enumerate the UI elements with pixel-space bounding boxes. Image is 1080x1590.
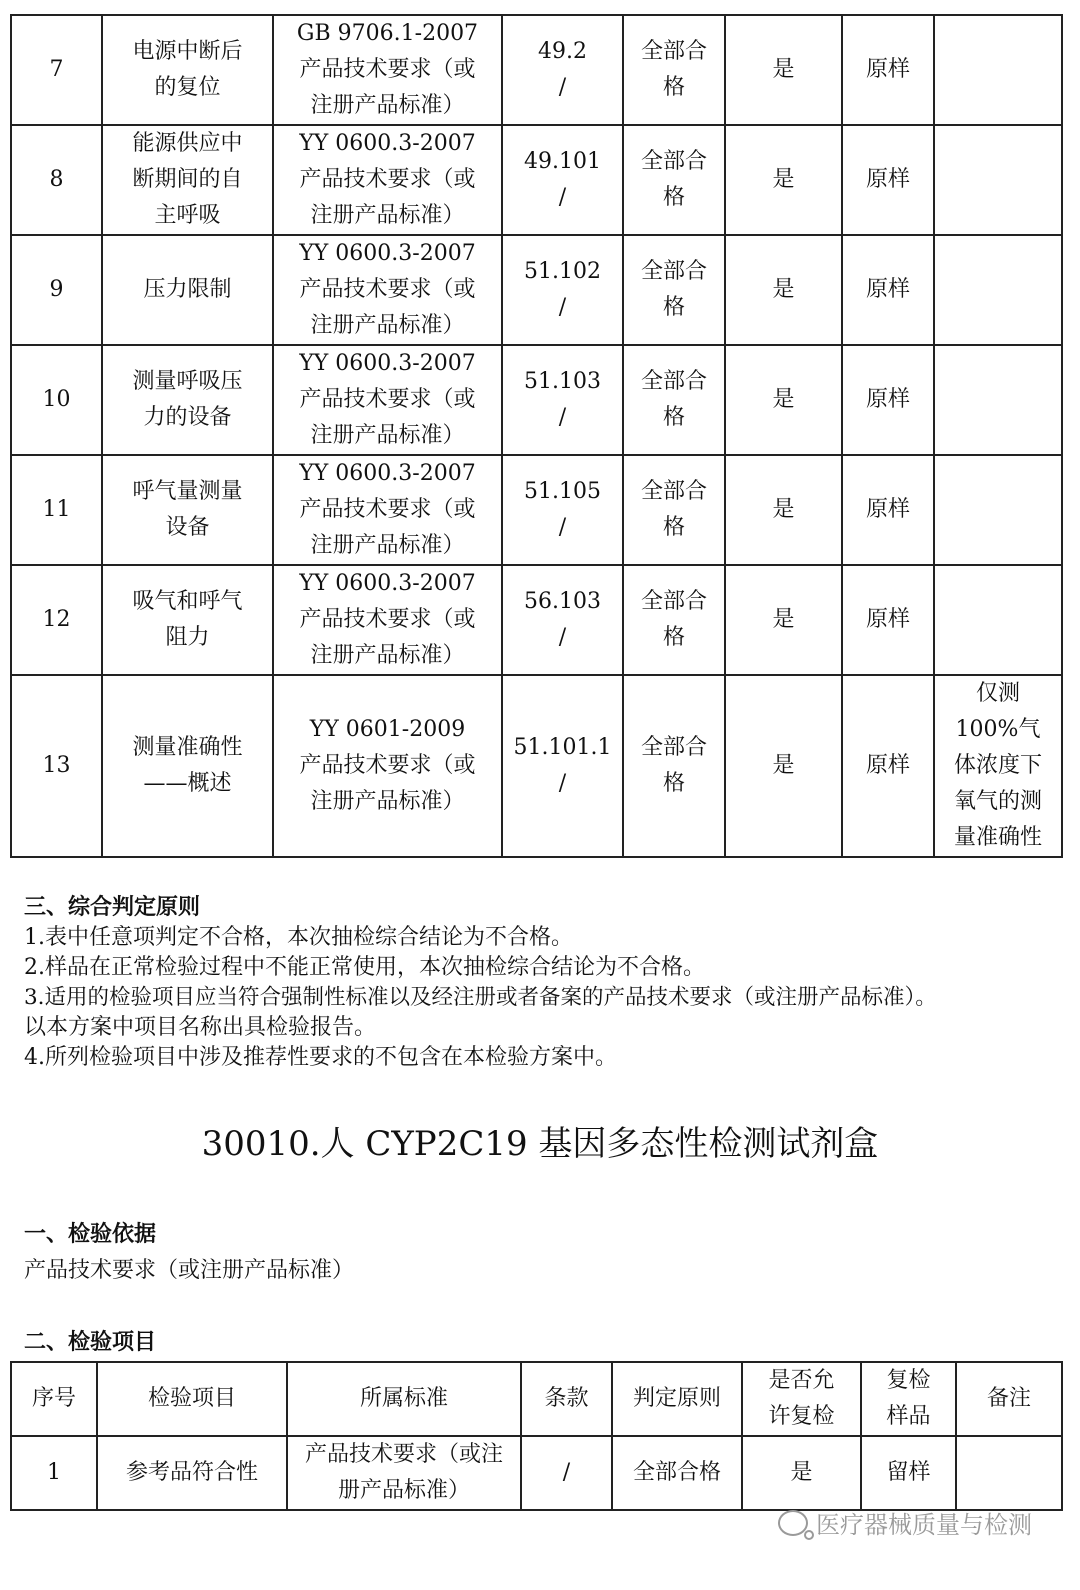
cell-sample: 留样 [861,1436,956,1510]
cell-rule: 全部合格 [612,1436,742,1510]
header-clause: 条款 [521,1362,612,1436]
cell-note [934,455,1062,565]
table-row [11,125,1062,235]
cell-rule: 全部合 格 [623,455,725,565]
cell-item: 参考品符合性 [97,1436,287,1510]
cell-item: 呼气量测量 设备 [102,455,273,565]
cell-note [934,235,1062,345]
cell-note [934,345,1062,455]
cell-retest: 是 [725,675,842,857]
section3-heading: 三、综合判定原则 [24,895,201,920]
wechat-icon [778,1510,808,1536]
cell-item: 电源中断后 的复位 [102,15,273,125]
cell-rule: 全部合 格 [623,15,725,125]
cell-retest: 是 [725,455,842,565]
cell-clause: / [521,1436,612,1510]
cell-clause: 51.102 / [502,235,623,345]
cell-standard: 产品技术要求（或注 册产品标准） [287,1436,521,1510]
table-row [11,675,1062,857]
cell-rule: 全部合 格 [623,565,725,675]
cell-rule: 全部合 格 [623,235,725,345]
cell-item: 吸气和呼气 阻力 [102,565,273,675]
section1-text: 产品技术要求（或注册产品标准） [24,1258,355,1283]
cell-standard: YY 0601-2009 产品技术要求（或 注册产品标准） [273,675,502,857]
cell-no: 9 [11,235,102,345]
header-note: 备注 [956,1362,1062,1436]
inspection-table-2 [10,1361,1063,1511]
cell-item: 测量呼吸压 力的设备 [102,345,273,455]
cell-no: 1 [11,1436,97,1510]
cell-rule: 全部合 格 [623,675,725,857]
header-retest: 是否允 许复检 [742,1362,861,1436]
cell-no: 8 [11,125,102,235]
cell-standard: YY 0600.3-2007 产品技术要求（或 注册产品标准） [273,455,502,565]
cell-sample: 原样 [842,15,934,125]
section1-heading: 一、检验依据 [24,1222,157,1247]
section3-line-2: 2.样品在正常检验过程中不能正常使用，本次抽检综合结论为不合格。 [24,955,705,980]
cell-sample: 原样 [842,675,934,857]
cell-retest: 是 [742,1436,861,1510]
section3-line-4: 以本方案中项目名称出具检验报告。 [24,1015,377,1040]
cell-clause: 49.101 / [502,125,623,235]
cell-sample: 原样 [842,455,934,565]
cell-rule: 全部合 格 [623,125,725,235]
cell-note [956,1436,1062,1510]
header-rule: 判定原则 [612,1362,742,1436]
inspection-table-1 [10,14,1063,858]
header-item: 检验项目 [97,1362,287,1436]
cell-clause: 49.2 / [502,15,623,125]
table-row [11,235,1062,345]
cell-note [934,565,1062,675]
cell-no: 12 [11,565,102,675]
cell-note [934,125,1062,235]
cell-clause: 51.103 / [502,345,623,455]
cell-retest: 是 [725,15,842,125]
cell-clause: 56.103 / [502,565,623,675]
section3-line-3: 3.适用的检验项目应当符合强制性标准以及经注册或者备案的产品技术要求（或注册产品标准）。 [24,985,937,1010]
cell-standard: YY 0600.3-2007 产品技术要求（或 注册产品标准） [273,125,502,235]
watermark [778,1505,1032,1540]
cell-retest: 是 [725,345,842,455]
table2-header-row [11,1362,1062,1436]
cell-item: 压力限制 [102,235,273,345]
cell-sample: 原样 [842,125,934,235]
cell-clause: 51.101.1 / [502,675,623,857]
cell-sample: 原样 [842,565,934,675]
table-row [11,1436,1062,1510]
cell-no: 10 [11,345,102,455]
section2-heading: 二、检验项目 [24,1330,157,1355]
cell-no: 7 [11,15,102,125]
section3-line-5: 4.所列检验项目中涉及推荐性要求的不包含在本检验方案中。 [24,1045,617,1070]
cell-standard: YY 0600.3-2007 产品技术要求（或 注册产品标准） [273,235,502,345]
cell-standard: YY 0600.3-2007 产品技术要求（或 注册产品标准） [273,345,502,455]
cell-retest: 是 [725,125,842,235]
cell-no: 13 [11,675,102,857]
table-row [11,15,1062,125]
watermark-text: 医疗器械质量与检测 [816,1511,1032,1539]
document-title: 30010.人 CYP2C19 基因多态性检测试剂盒 [201,1124,879,1164]
header-sample: 复检 样品 [861,1362,956,1436]
cell-note [934,15,1062,125]
table-row [11,565,1062,675]
cell-item: 能源供应中 断期间的自 主呼吸 [102,125,273,235]
cell-standard: GB 9706.1-2007 产品技术要求（或 注册产品标准） [273,15,502,125]
cell-note: 仅测 100%气 体浓度下 氧气的测 量准确性 [934,675,1062,857]
cell-clause: 51.105 / [502,455,623,565]
cell-retest: 是 [725,235,842,345]
cell-rule: 全部合 格 [623,345,725,455]
section3-line-1: 1.表中任意项判定不合格，本次抽检综合结论为不合格。 [24,925,573,950]
cell-sample: 原样 [842,345,934,455]
header-standard: 所属标准 [287,1362,521,1436]
table-row [11,455,1062,565]
cell-sample: 原样 [842,235,934,345]
cell-standard: YY 0600.3-2007 产品技术要求（或 注册产品标准） [273,565,502,675]
cell-no: 11 [11,455,102,565]
cell-retest: 是 [725,565,842,675]
header-no: 序号 [11,1362,97,1436]
table-row [11,345,1062,455]
cell-item: 测量准确性 ——概述 [102,675,273,857]
